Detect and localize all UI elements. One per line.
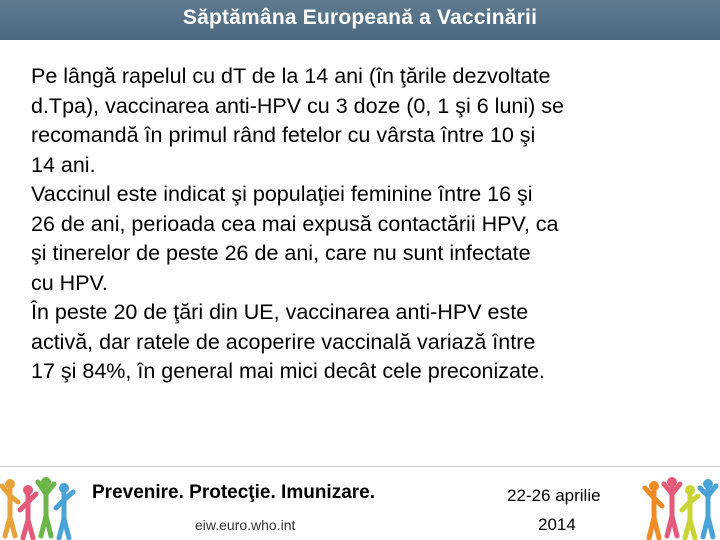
event-year: 2014 bbox=[538, 515, 576, 534]
paragraph-female-population: Vaccinul este indicat şi populaţiei feminine între 16 şi 26 de ani, perioada cea mai expusă contactării HPV, ca şi tinerelor de peste 26 de ani, care nu sunt infectate cu HPV. bbox=[31, 182, 559, 295]
slide-title: Săptămâna Europeană a Vaccinării bbox=[182, 6, 538, 29]
footer-divider bbox=[0, 466, 720, 467]
people-figures-left-icon bbox=[0, 472, 80, 540]
paragraph-eu-coverage: În peste 20 de ţări din UE, vaccinarea anti-HPV este activă, dar ratele de acoperire vaccinală variază între 17 şi 84%, în general mai mici decât cele preconizate. bbox=[31, 300, 545, 383]
paragraph-hpv-schedule: Pe lângă rapelul cu dT de la 14 ani (în ţările dezvoltate d.Tpa), vaccinarea anti-HPV cu 3 doze (0, 1 şi 6 luni) se recomandă în primul rând fetelor cu vârsta între 10 şi 14 ani. bbox=[31, 64, 564, 177]
slide-body bbox=[31, 62, 701, 387]
people-figures-right-icon bbox=[640, 472, 720, 540]
event-dates: 22-26 aprilie bbox=[507, 486, 601, 505]
website-link[interactable]: eiw.euro.who.int bbox=[195, 517, 296, 533]
campaign-slogan: Prevenire. Protecţie. Imunizare. bbox=[92, 482, 376, 503]
